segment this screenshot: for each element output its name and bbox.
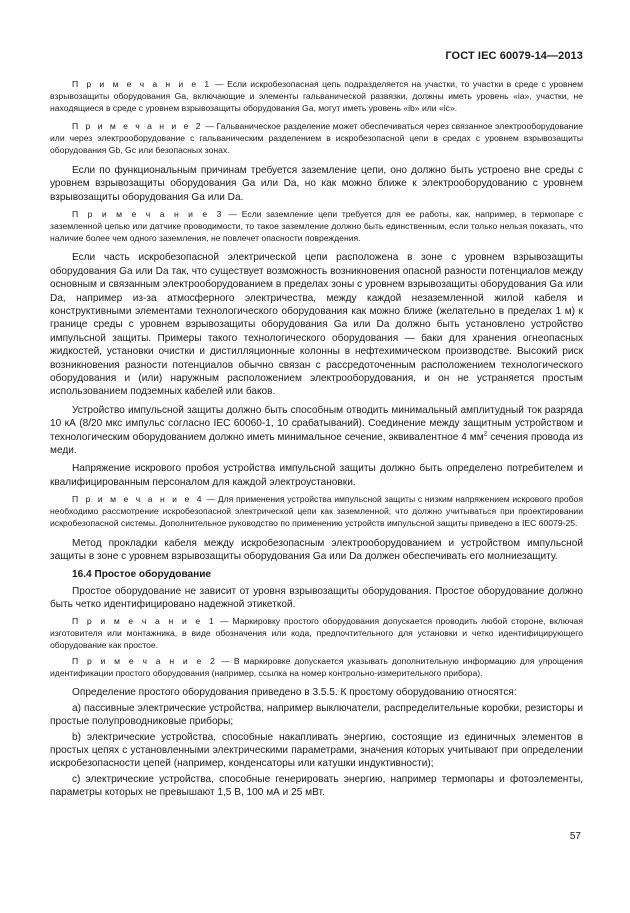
note-label: П р и м е ч а н и е 1 <box>72 79 212 89</box>
note-label: П р и м е ч а н и е 1 <box>72 616 217 627</box>
note-2 <box>50 121 583 156</box>
page-content <box>50 79 583 805</box>
list-item-a: a) пассивные электрические устройства, например выключатели, распределительные коробки, резисторы и простые полупроводниковые приборы; <box>50 702 583 728</box>
note-label: П р и м е ч а н и е 2 <box>72 655 218 666</box>
note-text: — В маркировке допускается указывать дополнительную информацию для упрощения идентификации простого оборудования (например, ссылка на номер контрольно-измерительного прибора). <box>50 655 583 678</box>
superscript: 2 <box>483 430 488 438</box>
list-item-b: b) электрические устройства, способные накапливать энергию, состоящие из единичных элементов в простых цепях с установленными электрическими параметрами, значения которых учитывают при определении искробезопасности цепей (например, конденсаторы или катушки индуктивности); <box>50 731 583 770</box>
note-5 <box>50 616 583 651</box>
note-3 <box>50 209 583 244</box>
note-text: — Для применения устройства импульсной защиты с низким напряжением искрового пробоя необходимо рассмотрение искробезопасной электрической цепи как заземленной, что должно учитываться при проектировании искробезопасной системы. Дополнительное руководство по применению устройств импульсной защиты приведено в IEC 60079-25. <box>50 494 583 528</box>
paragraph-simple-equipment: Простое оборудование не зависит от уровня взрывозащиты оборудования. Простое оборудование должно быть четко идентифицировано надежной этикеткой. <box>50 585 583 610</box>
section-heading: 16.4 Простое оборудование <box>72 568 212 580</box>
note-1 <box>50 79 583 114</box>
paragraph-text-end: сечения провода из меди. <box>50 431 583 457</box>
note-text: — Если заземление цепи требуется для ее работы, как, например, в термопаре с заземленной цепью или датчике проводимости, то такое заземление должно быть единственным, если только нельзя показать, что наличие более чем одного заземления, не повлечет опасности повреждения. <box>50 209 583 243</box>
note-text: — Гальваническое разделение может обеспечиваться через связанное электрооборудование или через электрооборудование с гальваническим разделением в искробезопасной цепи в средах с уровнем взрывозащиты оборудования Gb, Gc или безопасных зонах. <box>50 121 583 155</box>
paragraph-discharge-current <box>50 404 583 458</box>
list-item-c: c) электрические устройства, способные генерировать энергию, например термопары и фотоэлементы, параметры которых не превышают 1,5 В, 100 мА и 25 мВт. <box>50 773 583 799</box>
note-label: П р и м е ч а н и е 4 <box>72 494 204 505</box>
note-6 <box>50 656 583 680</box>
note-text: — Если искробезопасная цепь подразделяется на участки, то участки в среде с уровнем взрывозащиты оборудования Ga, включающие и элементы гальванической развязки, должны иметь уровень «ia», участки, не находящиеся в среде с уровнем взрывозащиты оборудования Ga, могут иметь уровень «ib» или «ic». <box>50 79 583 113</box>
paragraph-cable-method: Метод прокладки кабеля между искробезопасным электрооборудованием и устройством импульсной защиты в зоне с уровнем взрывозащиты оборудования Ga или Da должен обеспечивать его молниезащиту. <box>50 537 583 563</box>
note-label: П р и м е ч а н и е 2 <box>72 121 203 132</box>
note-text: — Маркировку простого оборудования допускается проводить любой стороне, включая изготовителя или монтажника, в виде обозначения или кода, предпочтительного для установки и четко идентифицирующего оборудование как простое. <box>50 616 583 650</box>
paragraph-surge-protection: Если часть искробезопасной электрической цепи расположена в зоне с уровнем взрывозащиты оборудования Ga или Da так, что существует возможность возникновения опасной разности потенциалов между основным и связанным электрооборудованием в пределах зоны с уровнем взрывозащиты оборудования Ga или Da, например из-за атмосферного электричества, между каждой незаземленной жилой кабеля и конструктивными элементами технологического оборудования как можно ближе (желательно в пределах 1 м) к границе среды с уровнем взрывозащиты оборудования Ga или Da должно быть установлено устройство импульсной защиты. Примеры такого технологического оборудования — баки для хранения огнеопасных жидкостей, установки очистки и дистилляционные колонны в нефтехимическом производстве. Высокий риск возникновения разности потенциалов обычно связан с рассредоточенным расположением технологического оборудования и (или) наружным расположением электрооборудования, и он не устраняется простым использованием подземных кабелей или баков. <box>50 252 583 398</box>
note-label: П р и м е ч а н и е 3 <box>72 209 224 219</box>
note-4 <box>50 494 583 529</box>
paragraph-breakdown-voltage: Напряжение искрового пробоя устройства импульсной защиты должно быть определено потребителем и квалифицированным персоналом для каждой электроустановки. <box>50 463 583 488</box>
paragraph-grounding: Если по функциональным причинам требуется заземление цепи, оно должно быть устроено вне среды с уровнем взрывозащиты оборудования Ga или Da, но как можно ближе к электрооборудованию с уровнем взрывозащиты оборудования Ga или Da. <box>50 164 583 203</box>
paragraph-text: Устройство импульсной защиты должно быть способным отводить минимальный амплитудный ток разряда 10 кА (8/20 мкс импульс согласно IEC 60060-1, 10 срабатываний). Соединение между защитным устройством и технологическим оборудованием должно иметь минимальное сечение, эквивалентное 4 мм <box>50 404 583 443</box>
page-number: 57 <box>569 831 581 842</box>
standard-header: ГОСТ IEC 60079-14—2013 <box>445 50 583 62</box>
paragraph-definition: Определение простого оборудования приведено в 3.5.5. К простому оборудованию относятся: <box>72 687 517 699</box>
